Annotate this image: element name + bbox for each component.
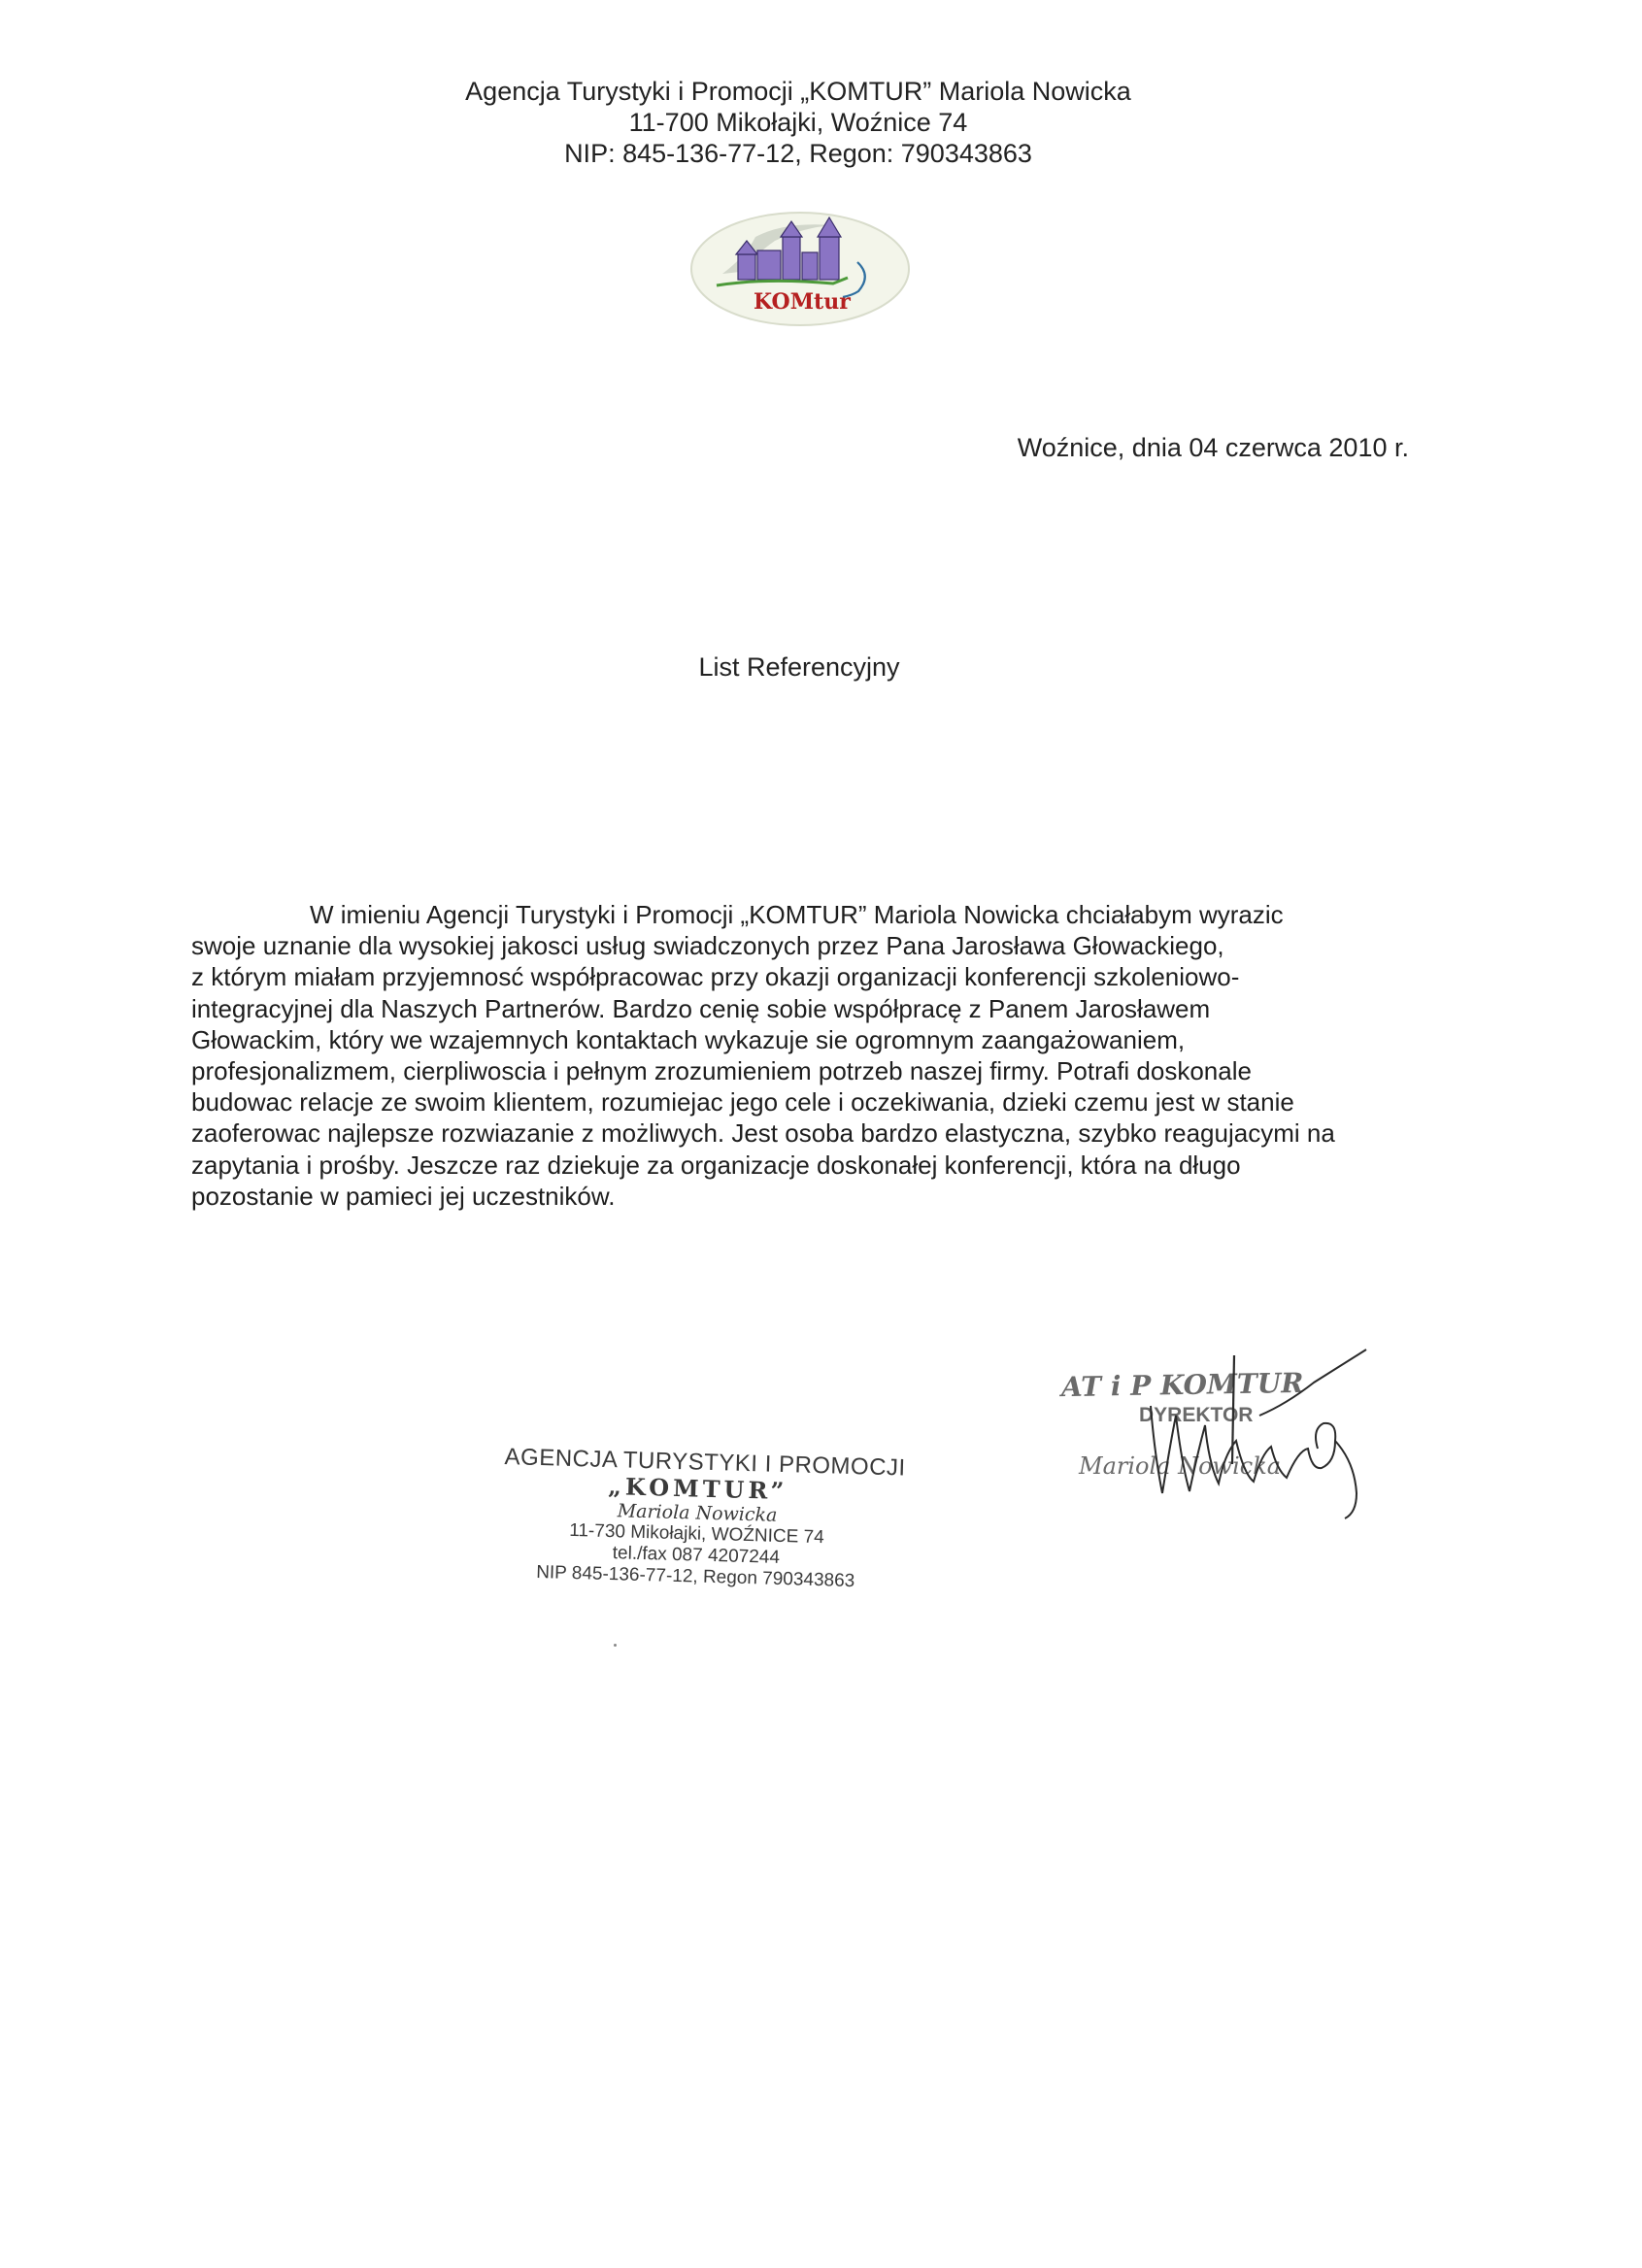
letter-date: Woźnice, dnia 04 czerwca 2010 r.: [1017, 433, 1409, 462]
director-stamp-name: Mariola Nowicka: [1079, 1452, 1282, 1480]
director-stamp-role: DYREKTOR: [1139, 1404, 1254, 1426]
stamp-agency: AGENCJA TURYSTYKI I PROMOCJI: [504, 1444, 907, 1482]
company-stamp: [501, 1444, 907, 1593]
body-line: Głowackim, który we wzajemnych kontaktach wykazuje sie ogromnym zaangażowaniem,: [191, 1024, 1186, 1054]
letter-title: List Referencyjny: [698, 652, 900, 682]
body-line: integracyjnej dla Naszych Partnerów. Bardzo cenię sobie współpracę z Panem Jarosławem: [191, 993, 1211, 1023]
director-stamp-company: AT i P KOMTUR: [1060, 1366, 1304, 1404]
scan-speck: [614, 1644, 617, 1647]
handwritten-signature: [1054, 1348, 1384, 1532]
letterhead: [0, 76, 1596, 169]
body-line: swoje uznanie dla wysokiej jakosci usług swiadczonych przez Pana Jarosława Głowackiego,: [191, 931, 1224, 961]
stamp-brand: „KOMTUR”: [607, 1471, 788, 1506]
body-line: budowac relacje ze swoim klientem, rozumiejac jego cele i oczekiwania, dzieki czemu jest w stanie: [191, 1087, 1294, 1117]
letterhead-tax-ids: NIP: 845-136-77-12, Regon: 790343863: [564, 139, 1032, 168]
letter-body: [191, 899, 1454, 1212]
body-line: zapytania i prośby. Jeszcze raz dziekuje za organizacje doskonałej konferencji, która na długo: [191, 1150, 1241, 1180]
letterhead-company: Agencja Turystyki i Promocji „KOMTUR” Mariola Nowicka: [465, 77, 1131, 106]
letterhead-address: 11-700 Mikołajki, Woźnice 74: [628, 108, 968, 137]
castle-logo-icon: [687, 208, 913, 330]
stamp-phone: tel./fax 087 4207244: [612, 1543, 781, 1568]
body-line: profesjonalizmem, cierpliwoscia i pełnym zrozumieniem potrzeb naszej firmy. Potrafi doskonale: [191, 1056, 1252, 1086]
body-line: z którym miałam przyjemnosć współpracowac przy okazji organizacji konferencji szkoleniowo-: [191, 962, 1240, 992]
stamp-owner: Mariola Nowicka: [617, 1500, 778, 1526]
body-line: pozostanie w pamieci jej uczestników.: [191, 1181, 616, 1211]
stamp-tax-ids: NIP 845-136-77-12, Regon 790343863: [535, 1561, 855, 1592]
logo-text: KOMtur: [754, 289, 851, 315]
stamp-address: 11-730 Mikołajki, WOŹNICE 74: [568, 1519, 825, 1549]
body-line: W imieniu Agencji Turystyki i Promocji „KOMTUR” Mariola Nowicka chciałabym wyrazic: [310, 900, 1284, 929]
body-line: zaoferowac najlepsze rozwiazanie z możliwych. Jest osoba bardzo elastyczna, szybko reagujacymi na: [191, 1118, 1335, 1149]
